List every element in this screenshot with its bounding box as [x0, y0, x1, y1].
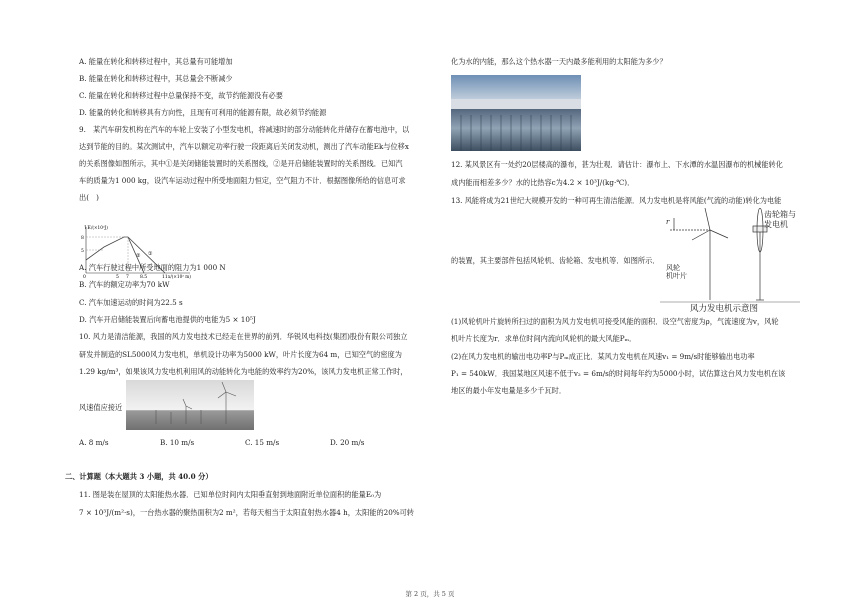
q9-option-d: D. 汽车开启储能装置后向蓄电池提供的电能为5 × 10⁵J	[79, 315, 256, 324]
q13-part2-line-1: (2)在风力发电机的输出电功率P与Pₘ成正比．某风力发电机在风速v₁ = 9m/s时能够输出电功率	[451, 352, 755, 361]
page-footer: 第 2 页，共 5 页	[405, 590, 455, 598]
xtick-85: 8.5	[140, 275, 148, 280]
q8-option-c: C. 能量在转化和转移过程中总量保持不变，故节约能源没有必要	[79, 91, 283, 100]
q8-option-a: A. 能量在转化和转移过程中，其总量有可能增加	[79, 57, 233, 66]
diagram-r-label: r	[666, 218, 670, 226]
diagram-blade-label-2: 机叶片	[666, 272, 687, 280]
q9-line-2: 达到节能的目的。某次测试中，汽车以额定功率行驶一段距离后关闭发动机，测出了汽车动能Ek与位移x	[79, 142, 409, 151]
q10-line-2: 研发并制造的SL5000风力发电机，单机设计功率为5000 kW，叶片长度为64 m，已知空气的密度为	[79, 350, 402, 359]
chart-xlabel: x/(×10² m)	[168, 274, 191, 279]
xtick-0: 0	[83, 275, 86, 280]
curve-1-label: ①	[148, 251, 153, 257]
q13-part1-line-1: (1)风轮机叶片旋转所扫过的面积为风力发电机可接受风能的面积．设空气密度为ρ，气流速度为v，风轮	[451, 317, 779, 326]
q11-line-1: 11. 图是装在屋顶的太阳能热水器．已知单位时间内太阳垂直射到地面附近单位面积的能量E₀为	[79, 490, 382, 499]
wind-farm-photo	[126, 380, 254, 430]
q10-option-c: C. 15 m/s	[245, 438, 280, 447]
q8-option-d: D. 能量的转化和转移具有方向性，且现有可利用的能源有限，故必须节约能源	[79, 108, 327, 117]
section-heading: 二、计算题（本大题共 3 小题，共 40.0 分）	[65, 472, 213, 481]
q13-part1-line-2: 机叶片长度为r．求单位时间内流向风轮机的最大风能Pₘ．	[451, 334, 637, 343]
xtick-5: 5	[116, 275, 119, 280]
q9-line-5: 出( )	[79, 193, 99, 202]
xtick-7: 7	[126, 275, 129, 280]
q13-part2-line-2: P₁ = 540kW．我国某地区风速不低于v₂ = 6m/s的时间每年约为5000小时，试估算这台风力发电机在该	[451, 369, 786, 378]
q10-line-1: 10. 风力是清洁能源，我国的风力发电技术已经走在世界的前列．华锐风电科技(集团)股份有限公司独立	[79, 332, 408, 341]
q10-option-b: B. 10 m/s	[160, 438, 195, 447]
q9-option-a: A. 汽车行驶过程中所受地面的阻力为1 000 N	[79, 263, 226, 272]
q9-option-b: B. 汽车的额定功率为70 kW	[79, 280, 170, 289]
q9-line-3: 的关系图像如图所示，其中①是关闭储能装置时的关系图线，②是开启储能装置时的关系图线．已知汽	[79, 159, 403, 168]
q9-option-c: C. 汽车加速运动的时间为22.5 s	[79, 298, 183, 307]
q8-option-b: B. 能量在转化和转移过程中，其总量会不断减少	[79, 74, 233, 83]
q13-line-1: 13. 风能将成为21世纪大规模开发的一种可再生清洁能源．风力发电机是将风能(气流的动能)转化为电能	[451, 196, 782, 205]
wind-turbine-diagram	[660, 208, 800, 314]
solar-heater-photo	[451, 75, 581, 151]
q10-option-a: A. 8 m/s	[79, 438, 109, 447]
chart-yunit: /(×10⁵J)	[91, 225, 108, 230]
diagram-blade-label-1: 风轮	[666, 264, 680, 272]
q10-option-d: D. 20 m/s	[330, 438, 365, 447]
chart-ylabel: ↑E	[83, 225, 91, 231]
q12-line-1: 12. 某风景区有一处约20层楼高的瀑布，甚为壮观．请估计：瀑布上、下水潭的水温因瀑布的机械能转化	[451, 160, 783, 169]
q11-line-3: 化为水的内能，那么这个热水器一天内最多能利用的太阳能为多少？	[451, 57, 667, 66]
diagram-gearbox-label: 齿轮箱与	[764, 210, 796, 219]
xtick-11: 11	[162, 275, 168, 280]
diagram-caption: 风力发电机示意图	[690, 304, 759, 314]
ytick-8: 8	[81, 236, 84, 241]
q13-line-2: 的装置，其主要部件包括风轮机、齿轮箱、发电机等．如图所示．	[451, 256, 660, 265]
curve-shared	[86, 237, 128, 260]
diagram-generator-label: 发电机	[764, 220, 788, 229]
q10-line-4: 风速值应接近	[79, 403, 123, 412]
q12-line-2: 成内能而相差多少？水的比热容c为4.2 × 10³J/(kg·℃)．	[451, 178, 635, 187]
q13-part2-line-3: 地区的最小年发电量是多少千瓦时．	[451, 386, 567, 395]
q11-line-2: 7 × 10³J/(m²·s)，一台热水器的聚热面积为2 m²，若每天相当于太阳直射热水器4 h，太阳能的20%可转	[79, 508, 414, 517]
curve-2-label: ②	[136, 253, 141, 259]
q9-line-1: 9. 某汽车研发机构在汽车的车轮上安装了小型发电机，将减速时的部分动能转化并储存在蓄电池中，以	[79, 125, 410, 134]
ytick-5: 5	[81, 249, 84, 254]
q10-line-3: 1.29 kg/m³，如果该风力发电机利用风的动能转化为电能的效率约为20%，该风力发电机正常工作时，	[79, 367, 408, 376]
q9-line-4: 车的质量为1 000 kg，设汽车运动过程中所受地面阻力恒定，空气阻力不计．根据图像所给的信息可求	[79, 176, 406, 185]
